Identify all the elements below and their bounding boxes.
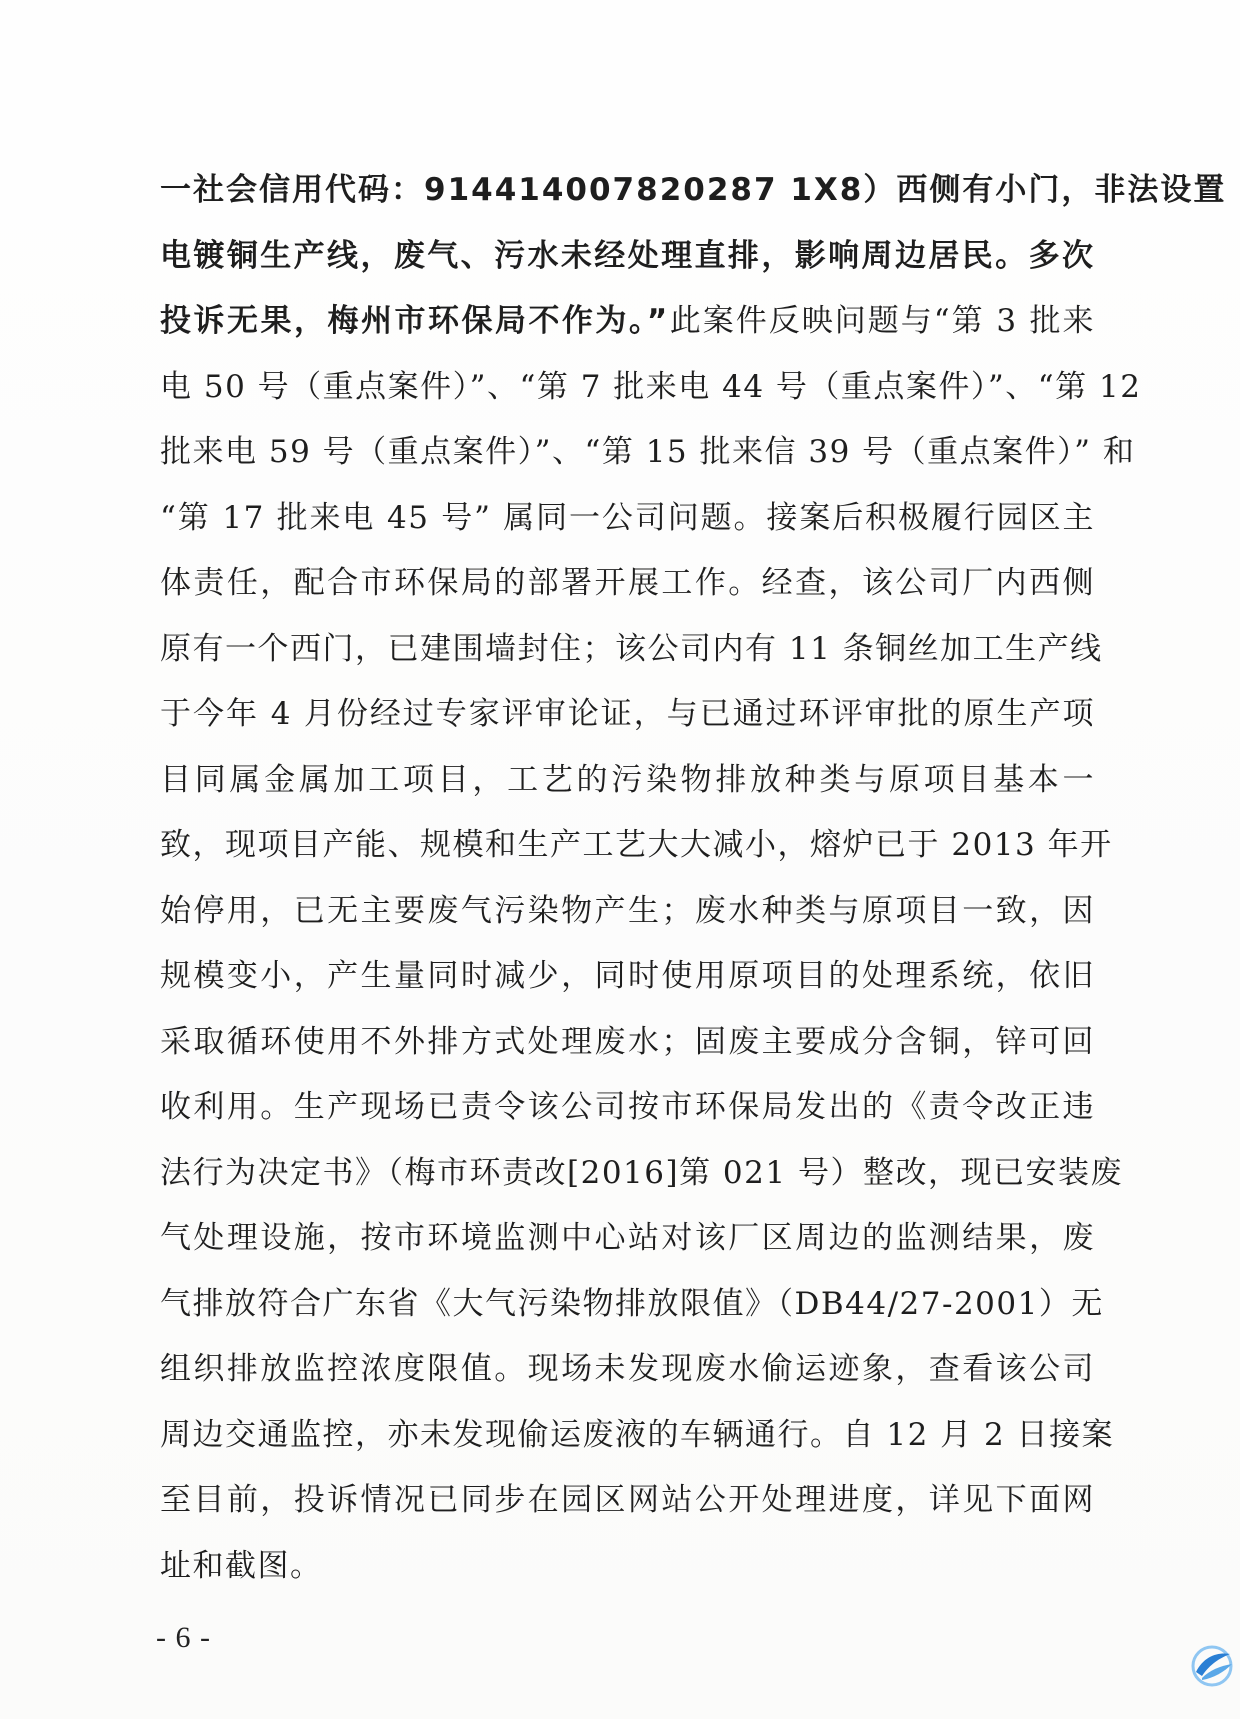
regular-text: 规模变小，产生量同时减少，同时使用原项目的处理系统，依旧 bbox=[160, 958, 1095, 994]
regular-text: 体责任，配合市环保局的部署开展工作。经查，该公司厂内西侧 bbox=[160, 565, 1095, 601]
text-line bbox=[160, 879, 1095, 945]
regular-text: 于今年 4 月份经过专家评审论证，与已通过环评审批的原生产项 bbox=[160, 696, 1095, 732]
text-line bbox=[160, 289, 1095, 355]
page-number: - 6 - bbox=[156, 1621, 211, 1654]
text-line bbox=[160, 813, 1113, 879]
body-text bbox=[160, 158, 1227, 1599]
text-line bbox=[160, 486, 1095, 552]
text-line bbox=[160, 682, 1095, 748]
text-line bbox=[160, 1141, 1123, 1207]
regular-text: 至目前，投诉情况已同步在园区网站公开处理进度，详见下面网 bbox=[160, 1482, 1095, 1518]
corner-logo-icon bbox=[1188, 1642, 1236, 1690]
regular-text: 法行为决定书》（梅市环责改[2016]第 021 号）整改，现已安装废 bbox=[160, 1154, 1123, 1191]
text-line bbox=[160, 551, 1095, 617]
regular-text: 始停用，已无主要废气污染物产生；废水种类与原项目一致，因 bbox=[160, 892, 1095, 929]
text-line bbox=[160, 1075, 1095, 1141]
regular-text: 原有一个西门，已建围墙封住；该公司内有 11 条铜丝加工生产线 bbox=[160, 630, 1103, 667]
regular-text: 气排放符合广东省《大气污染物排放限值》（DB44/27-2001）无 bbox=[160, 1285, 1104, 1322]
regular-text: 此案件反映问题与“第 3 批来 bbox=[669, 303, 1095, 339]
text-line bbox=[160, 748, 1095, 814]
regular-text: 气处理设施，按市环境监测中心站对该厂区周边的监测结果，废 bbox=[160, 1220, 1095, 1256]
regular-text: 址和截图。 bbox=[160, 1547, 323, 1584]
bold-text: 投诉无果，梅州市环保局不作为。” bbox=[160, 303, 670, 339]
text-line bbox=[160, 1534, 1095, 1600]
text-line bbox=[160, 944, 1095, 1010]
text-line bbox=[160, 1272, 1104, 1338]
regular-text: 批来电 59 号（重点案件）”、“第 15 批来信 39 号（重点案件）” 和 bbox=[160, 434, 1136, 470]
text-line bbox=[160, 224, 1095, 290]
regular-text: 致，现项目产能、规模和生产工艺大大减小，熔炉已于 2013 年开 bbox=[160, 827, 1113, 863]
regular-text: “第 17 批来电 45 号” 属同一公司问题。接案后积极履行园区主 bbox=[160, 499, 1095, 536]
regular-text: 目同属金属加工项目，工艺的污染物排放种类与原项目基本一 bbox=[160, 761, 1095, 798]
bold-text: 一社会信用代码：914414007820287 1X8）西侧有小门，非法设置 bbox=[160, 172, 1227, 208]
regular-text: 采取循环使用不外排方式处理废水；固废主要成分含铜，锌可回 bbox=[160, 1023, 1095, 1060]
text-line bbox=[160, 1010, 1095, 1076]
text-line bbox=[160, 1206, 1095, 1272]
bold-text: 电镀铜生产线，废气、污水未经处理直排，影响周边居民。多次 bbox=[160, 237, 1095, 274]
text-line bbox=[160, 617, 1103, 683]
regular-text: 组织排放监控浓度限值。现场未发现废水偷运迹象，查看该公司 bbox=[160, 1351, 1095, 1387]
regular-text: 收利用。生产现场已责令该公司按市环保局发出的《责令改正违 bbox=[160, 1089, 1095, 1125]
regular-text: 电 50 号（重点案件）”、“第 7 批来电 44 号（重点案件）”、“第 12 bbox=[160, 368, 1142, 405]
text-line bbox=[160, 355, 1142, 421]
text-line bbox=[160, 158, 1227, 224]
text-line bbox=[160, 1337, 1095, 1403]
text-line bbox=[160, 1403, 1115, 1469]
regular-text: 周边交通监控，亦未发现偷运废液的车辆通行。自 12 月 2 日接案 bbox=[160, 1416, 1115, 1453]
text-line bbox=[160, 420, 1136, 486]
text-line bbox=[160, 1468, 1095, 1534]
